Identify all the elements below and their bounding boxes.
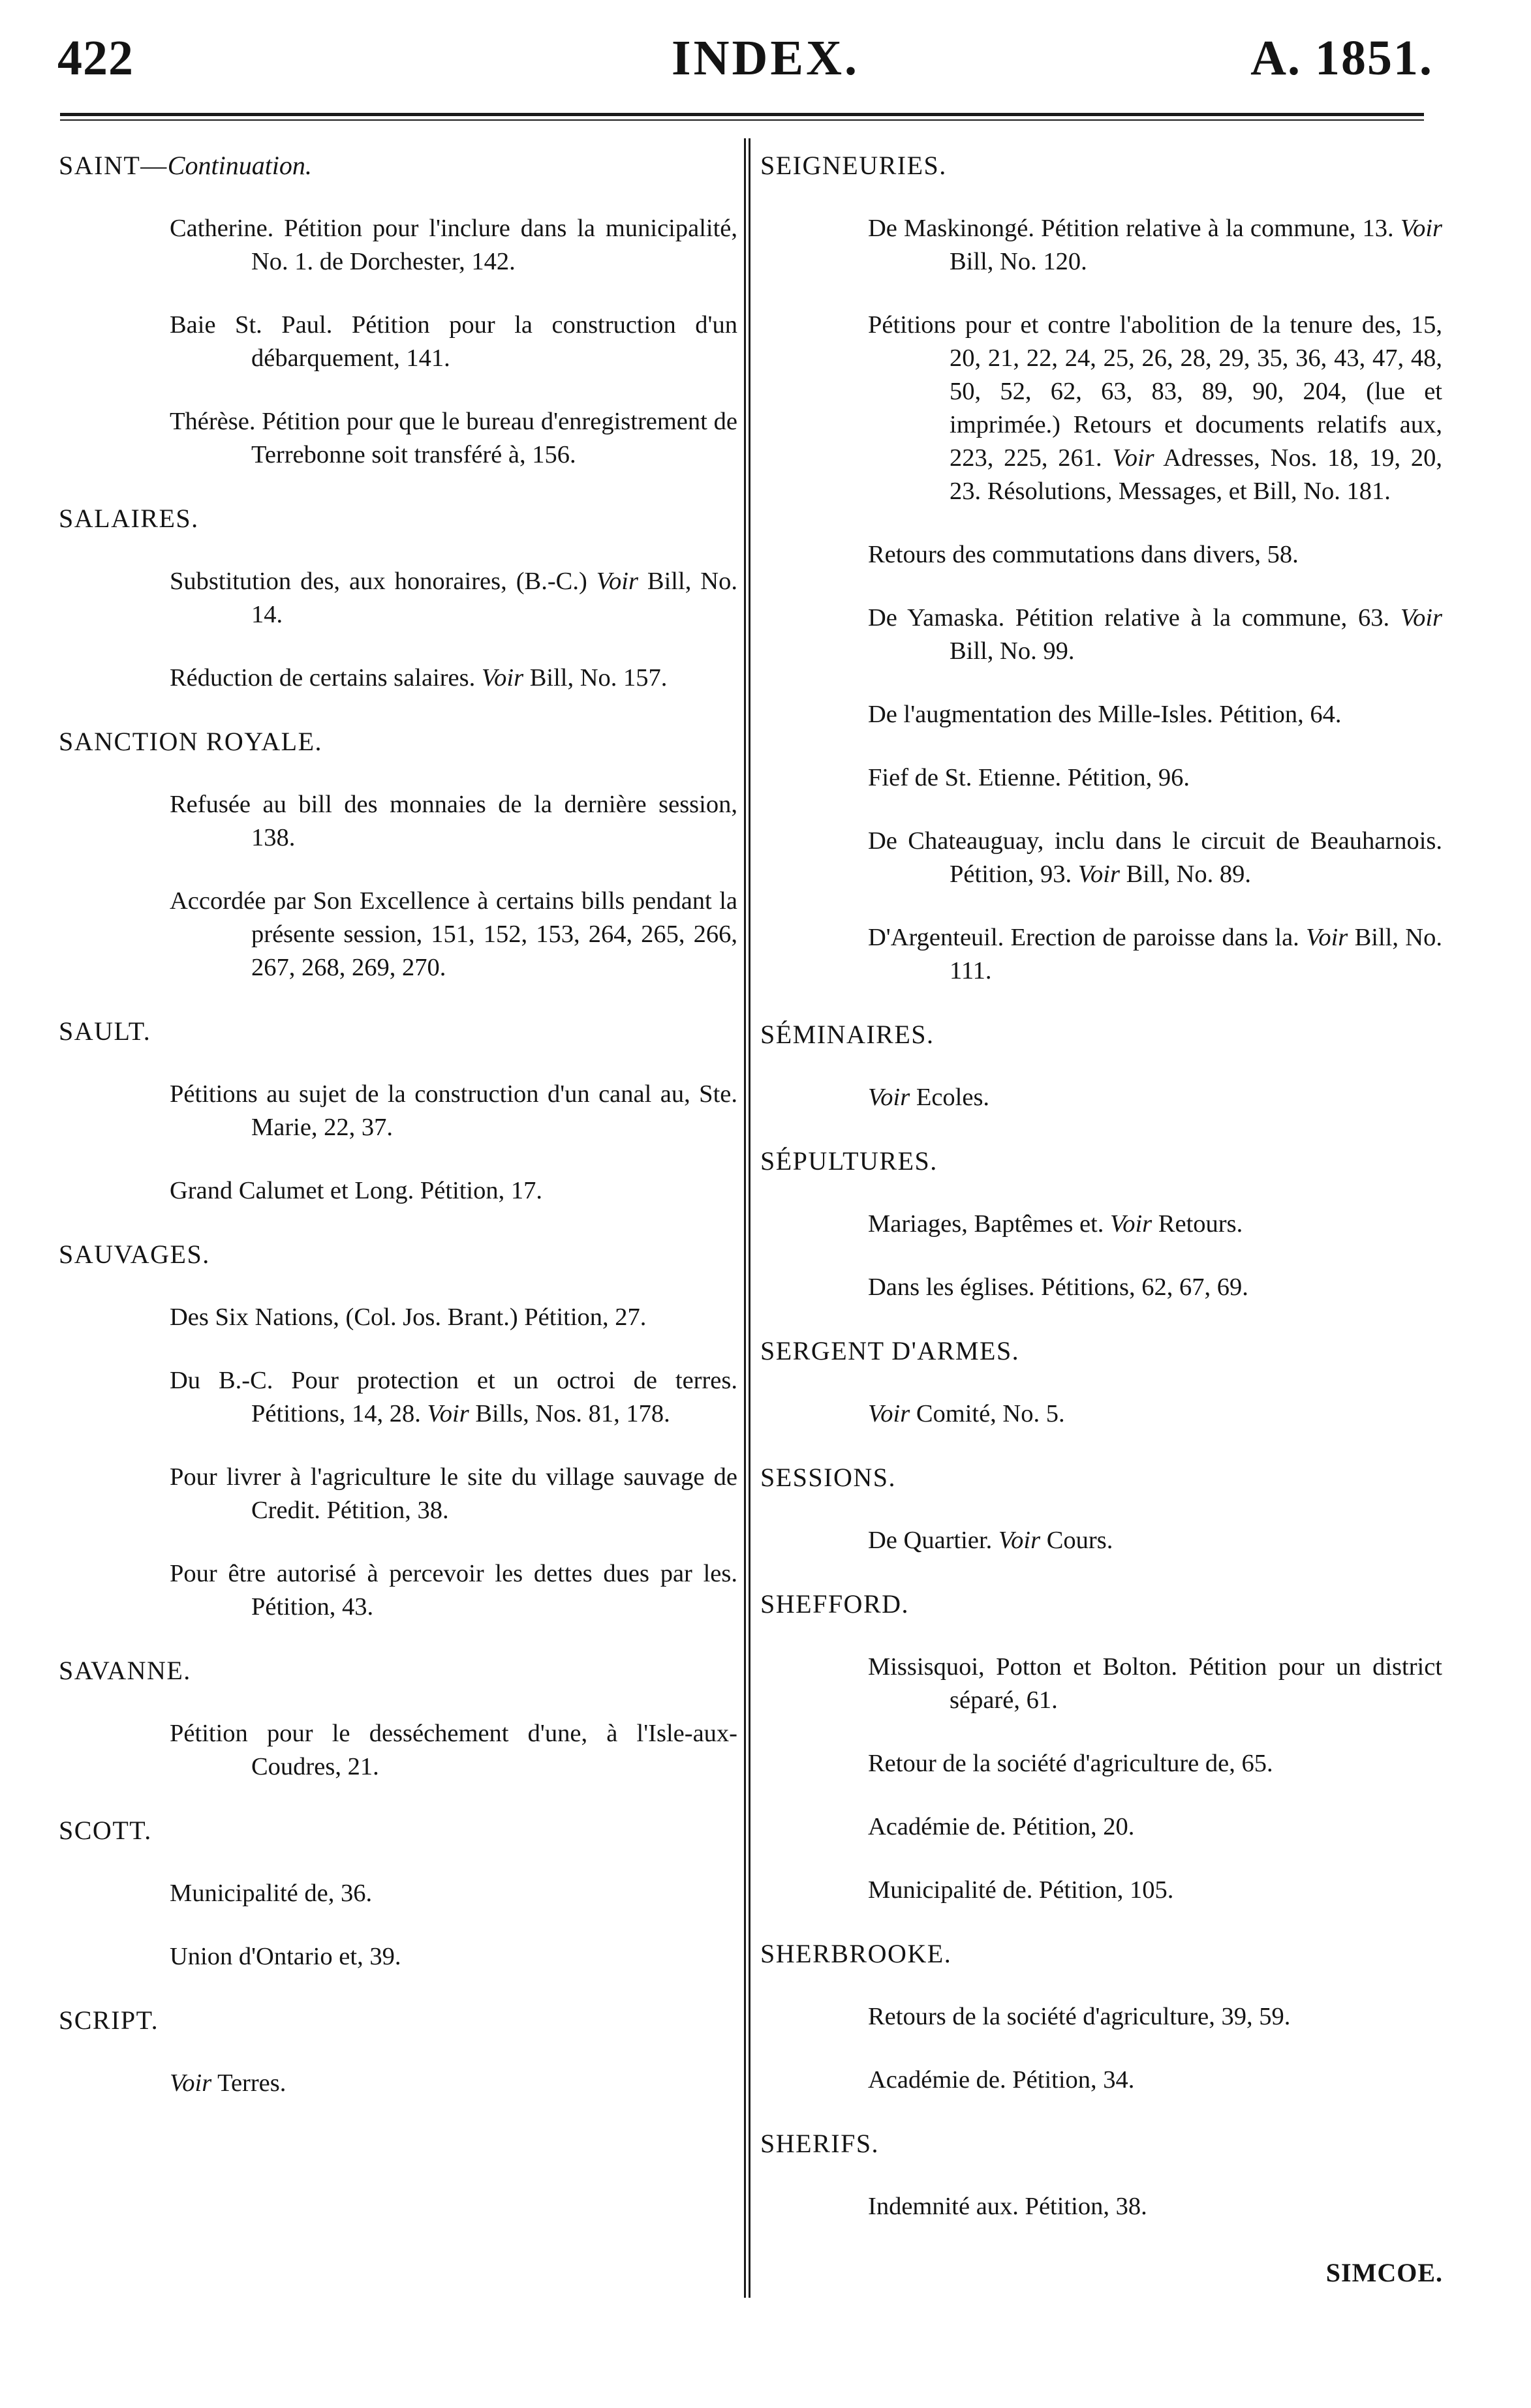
section-heading-text: SCOTT. [59,1816,152,1845]
entry-text: Refusée au bill des monnaies de la dernière session, 138. [170,791,737,851]
index-section [760,1587,1442,1907]
index-section [59,149,737,472]
section-heading [59,149,737,182]
running-head [0,26,1531,98]
section-heading [59,725,737,758]
index-entry [868,1810,1442,1844]
entry-text: De Quartier. [868,1527,998,1554]
cross-reference-target: Comité, No. 5. [910,1400,1065,1427]
entry-text: De Yamaska. Pétition relative à la commune, 63. [868,604,1400,632]
index-entry [170,1364,737,1431]
index-section [59,725,737,984]
cross-reference-voir: Voir [1077,861,1120,888]
section-heading-text: SHEFFORD. [760,1589,910,1619]
index-section [760,1144,1442,1304]
entry-text: Municipalité de. Pétition, 105. [868,1876,1174,1904]
section-heading-text: SEIGNEURIES. [760,151,947,180]
entry-text: De Maskinongé. Pétition relative à la commune, 13. [868,215,1400,242]
index-section [59,502,737,695]
cross-reference-voir: Voir [1306,924,1348,951]
section-heading-text: SERGENT D'ARMES. [760,1336,1020,1365]
index-entry [170,1461,737,1527]
index-section [760,1334,1442,1431]
index-entry [868,1271,1442,1304]
index-entry [170,1557,737,1624]
cross-reference-target: Bills, Nos. 81, 178. [469,1400,670,1427]
index-entry [170,662,737,695]
index-entry [868,921,1442,988]
cross-reference-target: Bill, No. 99. [950,637,1075,665]
cross-reference-voir: Voir [998,1527,1041,1554]
section-heading [760,149,1442,182]
left-column [59,149,737,2100]
entry-text: Missisquoi, Potton et Bolton. Pétition pour un district séparé, 61. [868,1653,1442,1714]
section-heading-text: SÉPULTURES. [760,1146,938,1176]
index-entry [170,1301,737,1334]
section-heading [59,2004,737,2037]
section-heading [760,1018,1442,1051]
entry-text: Thérèse. Pétition pour que le bureau d'enregistrement de Terrebonne soit transféré à, 156. [170,408,737,468]
column-divider [744,138,750,2298]
index-entry [868,1081,1442,1114]
index-entry [868,1524,1442,1557]
index-section [59,1238,737,1624]
index-entry [868,2190,1442,2223]
cross-reference-target: Cours. [1040,1527,1113,1554]
section-heading-text: SAINT— [59,151,168,180]
index-entry [868,2064,1442,2097]
entry-text: Académie de. Pétition, 34. [868,2066,1135,2094]
entry-text: Fief de St. Etienne. Pétition, 96. [868,764,1190,791]
index-entry [868,602,1442,668]
cross-reference-voir: Voir [170,2069,212,2097]
cross-reference-target: Bill, No. 120. [950,248,1087,275]
cross-reference-target: Bill, No. 157. [523,664,668,692]
entry-text: Des Six Nations, (Col. Jos. Brant.) Pétition, 27. [170,1303,647,1331]
index-entry [868,309,1442,508]
cross-reference-target: Ecoles. [910,1084,990,1111]
cross-reference-voir: Voir [1400,215,1442,242]
index-entry [170,2067,737,2100]
cross-reference-target: Bill, No. 111. [950,924,1442,984]
section-heading [760,1461,1442,1494]
cross-reference-target: Bill, No. 14. [251,568,737,628]
index-section [59,1014,737,1208]
running-year: A. 1851. [1250,31,1433,85]
cross-reference-voir: Voir [1112,444,1154,472]
index-entry [170,1717,737,1784]
cross-reference-voir: Voir [1109,1210,1152,1238]
index-entry [170,565,737,632]
entry-text: D'Argenteuil. Erection de paroisse dans la. [868,924,1307,951]
section-heading-text: SALAIRES. [59,504,199,533]
cross-reference-target: Retours. [1152,1210,1243,1238]
index-entry [170,1877,737,1910]
index-entry [868,538,1442,572]
index-entry [170,1078,737,1144]
index-entry [170,212,737,279]
cross-reference-voir: Voir [868,1084,910,1111]
index-section [59,1654,737,1784]
index-entry [868,1208,1442,1241]
entry-text: Pétitions au sujet de la construction d'un canal au, Ste. Marie, 22, 37. [170,1080,737,1141]
index-section [59,1814,737,1974]
right-column [760,149,1442,2223]
cross-reference-target: Adresses, Nos. 18, 19, 20, 23. Résolutions, Messages, et Bill, No. 181. [950,444,1442,505]
entry-text: Grand Calumet et Long. Pétition, 17. [170,1177,542,1204]
section-heading [760,2127,1442,2160]
entry-text: Pour livrer à l'agriculture le site du village sauvage de Credit. Pétition, 38. [170,1463,737,1524]
index-entry [170,1940,737,1974]
index-entry [868,1747,1442,1780]
index-section [760,149,1442,988]
header-rule-thin [60,119,1424,121]
index-entry [868,1874,1442,1907]
section-heading [760,1937,1442,1970]
entry-text: Pétition pour le desséchement d'une, à l'Isle-aux-Coudres, 21. [170,1720,737,1780]
index-entry [868,212,1442,279]
entry-text: Académie de. Pétition, 20. [868,1813,1135,1840]
entry-text: Union d'Ontario et, 39. [170,1943,401,1970]
entry-text: Réduction de certains salaires. [170,664,482,692]
index-entry [868,2000,1442,2034]
entry-text: Indemnité aux. Pétition, 38. [868,2193,1147,2220]
entry-text: Dans les églises. Pétitions, 62, 67, 69. [868,1273,1248,1301]
index-section [760,2127,1442,2223]
entry-text: Accordée par Son Excellence à certains bills pendant la présente session, 151, 152, 153, 264, 265, 266, 267, 268, 269, 270. [170,887,737,981]
section-heading [59,1814,737,1847]
cross-reference-target: Bill, No. 89. [1119,861,1252,888]
entry-text: Du B.-C. Pour protection et un octroi de terres. Pétitions, 14, 28. [170,1367,737,1427]
section-heading-text: SAVANNE. [59,1656,191,1685]
section-heading [760,1334,1442,1367]
entry-text: De Chateauguay, inclu dans le circuit de Beauharnois. Pétition, 93. [868,827,1442,888]
index-entry [868,761,1442,795]
section-heading-text: SESSIONS. [760,1463,897,1492]
index-entry [170,309,737,375]
section-heading-text: SANCTION ROYALE. [59,727,322,756]
entry-text: De l'augmentation des Mille-Isles. Pétition, 64. [868,701,1342,728]
section-heading [760,1587,1442,1621]
index-entry [170,788,737,855]
section-heading [59,1014,737,1048]
section-heading-text: SÉMINAIRES. [760,1020,935,1049]
header-rule-thick [60,113,1424,116]
index-section [760,1018,1442,1114]
section-heading-text: SAUVAGES. [59,1240,210,1269]
entry-text: Pétitions pour et contre l'abolition de la tenure des, 15, 20, 21, 22, 24, 25, 26, 28, 29, 35, 36, 43, 47, 48, 50, 52, 62, 63, 83, 89, 90, 204, (lue et imprimée.) Retours et documents relatifs aux, 223, 225, 261. [868,311,1442,472]
catchword: SIMCOE. [1325,2258,1443,2287]
index-entry [868,825,1442,891]
section-heading-text: SHERIFS. [760,2129,880,2158]
entry-text: Pour être autorisé à percevoir les dettes dues par les. Pétition, 43. [170,1560,737,1621]
entry-text: Retours de la société d'agriculture, 39, 59. [868,2003,1291,2030]
entry-text: Substitution des, aux honoraires, (B.-C.) [170,568,596,595]
section-heading-text: SCRIPT. [59,2005,159,2035]
section-heading-continuation: Continuation. [167,151,312,180]
section-heading [760,1144,1442,1178]
index-entry [868,1651,1442,1717]
entry-text: Baie St. Paul. Pétition pour la construction d'un débarquement, 141. [170,311,737,372]
section-heading [59,1654,737,1687]
section-heading-text: SAULT. [59,1016,151,1046]
section-heading [59,1238,737,1271]
index-entry [868,698,1442,731]
cross-reference-target: Terres. [211,2069,286,2097]
section-heading [59,502,737,535]
index-entry [170,405,737,472]
index-section [59,2004,737,2100]
entry-text: Catherine. Pétition pour l'inclure dans la municipalité, No. 1. de Dorchester, 142. [170,215,737,275]
index-entry [170,885,737,984]
entry-text: Retour de la société d'agriculture de, 65. [868,1750,1273,1777]
entry-text: Municipalité de, 36. [170,1880,373,1907]
running-title: INDEX. [672,31,859,85]
index-section [760,1937,1442,2097]
cross-reference-voir: Voir [596,568,638,595]
cross-reference-voir: Voir [1400,604,1442,632]
index-entry [868,1397,1442,1431]
entry-text: Mariages, Baptêmes et. [868,1210,1110,1238]
index-section [760,1461,1442,1557]
cross-reference-voir: Voir [481,664,524,692]
section-heading-text: SHERBROOKE. [760,1939,952,1968]
index-entry [170,1174,737,1208]
cross-reference-voir: Voir [427,1400,469,1427]
cross-reference-voir: Voir [868,1400,910,1427]
entry-text: Retours des commutations dans divers, 58. [868,541,1299,568]
page-number: 422 [57,31,134,85]
